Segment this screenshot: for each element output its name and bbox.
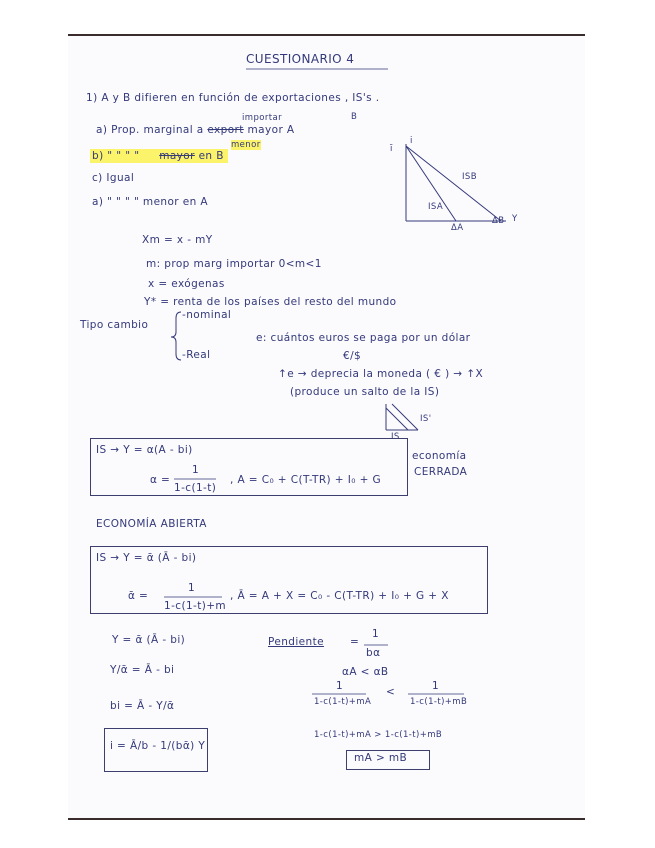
closed-is-equation: IS → Y = α(A - bi) bbox=[96, 444, 193, 456]
tipo-cambio-label: Tipo cambio bbox=[80, 319, 149, 331]
derivation-line-1: Y = ᾱ (Ā - bi) bbox=[112, 634, 186, 646]
open-economy-title: ECONOMÍA ABIERTA bbox=[96, 518, 207, 530]
option-a-above: importar bbox=[242, 113, 282, 123]
closed-a-equation: , A = C₀ + C(T-TR) + I₀ + G bbox=[230, 474, 382, 486]
option-b-menor: menor bbox=[231, 140, 261, 150]
e-unit: €/$ bbox=[343, 350, 362, 362]
option-a bbox=[96, 124, 295, 136]
pendiente-eq: = bbox=[350, 636, 360, 648]
option-c: c) Igual bbox=[92, 172, 135, 184]
tipo-real: -Real bbox=[182, 349, 211, 361]
option-a-mayor: mayor bbox=[247, 124, 284, 136]
y-star-definition: Y* = renta de los países del resto del mundo bbox=[144, 296, 397, 308]
page-title: CUESTIONARIO 4 bbox=[246, 52, 355, 66]
option-b-mayor: mayor bbox=[159, 150, 195, 162]
frac-compare: < bbox=[386, 686, 396, 698]
alpha-compare: αA < αB bbox=[342, 666, 389, 678]
frac-b-den: 1-c(1-t)+mB bbox=[410, 697, 468, 707]
open-a-equation: , Ā = A + X = C₀ - C(T-TR) + I₀ + G + X bbox=[230, 590, 449, 602]
closed-label-2: CERRADA bbox=[414, 466, 468, 478]
graph-axis-ibar: ī bbox=[390, 144, 393, 154]
graph-tick-b: ΔB bbox=[492, 216, 505, 226]
option-d: a) " " " " menor en A bbox=[92, 196, 208, 208]
inequality-line: 1-c(1-t)+mA > 1-c(1-t)+mB bbox=[314, 730, 443, 740]
tipo-nominal: -nominal bbox=[182, 309, 232, 321]
pendiente-den: bα bbox=[366, 647, 381, 659]
frac-a-den: 1-c(1-t)+mA bbox=[314, 697, 372, 707]
option-a-B: B bbox=[351, 112, 358, 122]
graph-label-isa: ISA bbox=[428, 202, 444, 212]
graph-label-isb: ISB bbox=[462, 172, 477, 182]
m-definition: m: prop marg importar 0<m<1 bbox=[146, 258, 322, 270]
option-b-enB: en B bbox=[198, 150, 224, 162]
graph-axis-i: i bbox=[410, 136, 413, 146]
pendiente-label: Pendiente bbox=[268, 636, 324, 648]
option-a-strike: export bbox=[207, 124, 244, 136]
e-definition: e: cuántos euros se paga por un dólar bbox=[256, 332, 471, 344]
open-alpha-den: 1-c(1-t)+m bbox=[164, 600, 227, 612]
depreciation-line: ↑e → deprecia la moneda ( € ) → ↑X bbox=[278, 368, 484, 380]
x-definition: x = exógenas bbox=[148, 278, 225, 290]
question-1: 1) A y B difieren en función de exportaciones , IS's . bbox=[86, 92, 380, 104]
open-is-equation: IS → Y = ᾱ (Ā - bi) bbox=[96, 552, 197, 564]
derivation-line-3: bi = Ā - Y/ᾱ bbox=[110, 700, 175, 712]
closed-alpha: α = bbox=[150, 474, 171, 486]
graph-axis-y: Y bbox=[512, 214, 518, 224]
derivation-line-2: Y/ᾱ = Ā - bi bbox=[110, 664, 175, 676]
open-alpha: ᾱ = bbox=[128, 590, 149, 602]
closed-alpha-num: 1 bbox=[192, 464, 200, 476]
closed-label-1: economía bbox=[412, 450, 467, 462]
small-is: IS bbox=[391, 432, 400, 442]
closed-alpha-den: 1-c(1-t) bbox=[174, 482, 217, 494]
open-alpha-num: 1 bbox=[188, 582, 196, 594]
frac-b-num: 1 bbox=[432, 680, 440, 692]
depreciation-note: (produce un salto de la IS) bbox=[290, 386, 440, 398]
derivation-line-4: i = Ā/b - 1/(bᾱ) Y bbox=[110, 740, 206, 752]
option-b bbox=[90, 149, 228, 163]
notebook-page bbox=[68, 34, 585, 820]
small-is-prime: IS' bbox=[420, 414, 432, 424]
pendiente-num: 1 bbox=[372, 628, 380, 640]
xm-equation: Xm = x - mY bbox=[142, 234, 213, 246]
option-a-label: a) Prop. marginal a bbox=[96, 124, 204, 136]
graph-tick-a: ΔA bbox=[451, 223, 464, 233]
option-a-A: A bbox=[286, 124, 295, 136]
frac-a-num: 1 bbox=[336, 680, 344, 692]
option-b-label: b) " " " " bbox=[92, 150, 140, 162]
final-result: mA > mB bbox=[354, 752, 408, 764]
